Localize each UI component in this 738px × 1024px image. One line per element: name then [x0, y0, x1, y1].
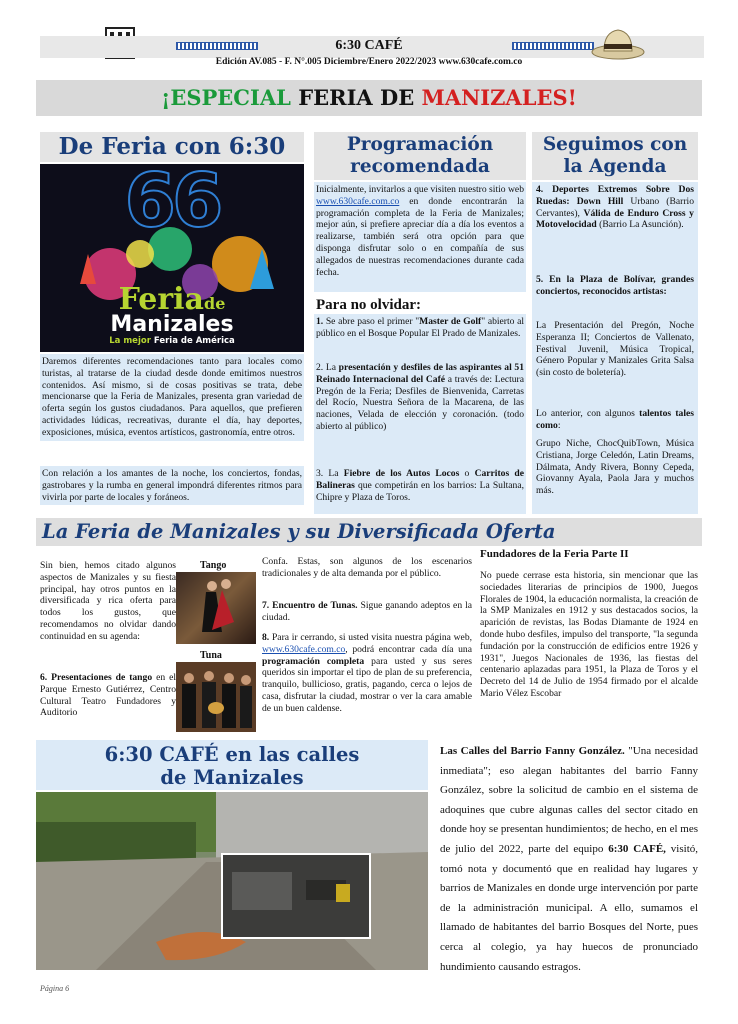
section2-item8	[262, 632, 472, 715]
col3-artists: Grupo Niche, ChocQuibTown, Música Cristiana, Jorge Celedón, Latin Dreams, Dálmata, Andy Rivera, Bonny Cepeda, Giovanny Ayala, Paola Jara y muchos más.	[536, 438, 694, 497]
poster-number: 66	[124, 164, 220, 244]
section2-mid-para: Confa. Estas, son algunos de los escenarios tradicionales y de alta demanda por el público.	[262, 556, 472, 579]
item8-text-a: Para ir cerrando, si usted visita nuestra página web,	[271, 632, 473, 643]
banner-part1: ¡ESPECIAL	[161, 85, 291, 110]
col3-events: La Presentación del Pregón, Noche Esperanza II; Conciertos de Vallenato, Festival Juvenil, Música Tropical, Género Popular y Manizales Grita Salsa (sin costo de boletería).	[536, 320, 694, 379]
section3-heading-text: 6:30 CAFÉ en las calles de Manizales	[104, 743, 360, 789]
col1-heading: De Feria con 6:30	[40, 132, 304, 162]
poster-de: de	[204, 294, 226, 313]
poster-feria: Feria	[118, 282, 204, 317]
poster-tagline-b: Feria de América	[153, 336, 235, 346]
item8-link[interactable]: www.630cafe.com.co	[262, 643, 346, 655]
section3-heading	[36, 740, 428, 790]
poster-manizales: Manizales	[110, 312, 234, 337]
item5-num: 5. En la	[536, 274, 581, 285]
item1-text-b: " abierto al público en el Bosque Popular El Prado de Manizales.	[316, 316, 525, 339]
item6-text: en el Parque Ernesto Gutiérrez, Centro Cultural Teatro Fundadores y Auditorio	[40, 672, 176, 719]
col3-item5	[536, 274, 694, 298]
item3-bold: Fiebre de los Autos Locos	[343, 468, 460, 479]
talents-bold: talentos tales como	[536, 408, 694, 431]
col2-intro-a: Inicialmente, invitarlos a que visiten nuestro sitio web	[316, 184, 524, 195]
banner-part2: FERIA DE	[298, 85, 415, 110]
website-link[interactable]: www.630cafe.com.co	[316, 195, 400, 207]
col2-subheading: Para no olvidar:	[316, 297, 421, 313]
col2-intro-b: en donde encontrarán la programación completa de la Feria de Manizales; mejor aún, si prefiere apreciar día a día los eventos a realizarse, también será otra opción para que disponga disfrutar solo o en compañía de sus allegados de nuestras recomendaciones durante cada fecha.	[316, 195, 524, 278]
section3-bold-b: 6:30 CAFÉ,	[608, 842, 666, 855]
col3-item4	[536, 184, 694, 231]
col2-heading-text: Programación recomendada	[346, 134, 494, 177]
col2-item2	[316, 362, 524, 433]
item3-text-a: La	[328, 468, 344, 479]
item4-bold: 4. Deportes Extremos Sobre Dos Ruedas: Down Hill	[536, 184, 694, 207]
edition-line: Edición AV.085 - F. N°.005 Diciembre/Enero 2022/2023 www.630cafe.com.co	[215, 57, 523, 67]
poster-tagline-a: La mejor	[109, 336, 154, 346]
item1-num: 1.	[316, 316, 326, 327]
talents-text-a: Lo anterior, con algunos	[536, 408, 640, 419]
col3-heading-text: Seguimos con la Agenda	[542, 134, 688, 177]
item3-num: 3.	[316, 468, 329, 479]
founders-heading: Fundadores de la Feria Parte II	[480, 548, 629, 560]
section3-para	[440, 742, 698, 977]
section2-heading: La Feria de Manizales y su Diversificada Oferta	[42, 520, 556, 543]
item1-bold: Master de Golf	[419, 316, 482, 327]
banner-part3: MANIZALES!	[421, 85, 577, 110]
item3-bold2: Carritos de Balineras	[316, 468, 525, 491]
col1-para1: Daremos diferentes recomendaciones tanto para locales como turistas, al tratarse de la ciudad desde donde emitimos nuestros contenidos. Así mismo, si de cosas positivas se trata, debe mencionarse que la Feria de Manizales, presenta gran variedad de oferta según los gustos ciudadanos. Para aquellos, que prefieren actividades lúdicas, recreativas, durante el día, hay deportes, exposiciones, música, eventos artísticos, gastronomía, entre otros.	[40, 354, 304, 441]
section2-item6	[40, 672, 176, 719]
section3-text-a: "Una necesidad inmediata"; eso alegan habitantes del barrio Fanny González, sobre la solicitud de cambio en el sistema de adoquines que cubre algunas calles del sector citado en donde hoy se presentan hundimientos; de hecho, en el mes de julio del 2022, parte del equipo	[440, 745, 698, 855]
talents-text-b: :	[557, 419, 561, 431]
item6-bold: 6. Presentaciones de tango	[40, 672, 153, 683]
street-photo	[36, 792, 428, 970]
item3-text-b: o	[459, 468, 475, 479]
item5-bold: Plaza de Bolívar, grandes conciertos, reconocidos artistas:	[536, 274, 695, 297]
item4-text-a: Urbano (Barrio Cervantes),	[536, 195, 694, 219]
section3-text-b: visitó, tomó nota y documentó que en realidad hay lugares y barrios de Manizales en donde urge intervención por parte de la administración municipal. A ello, sumamos el llamado de habitantes del barrio Bosques del Norte, pues cerca al colegio, ya hay huecos de pronunciado hundimiento causando estragos.	[440, 842, 699, 973]
tango-photo	[176, 572, 256, 644]
col2-item1	[316, 316, 524, 340]
col3-heading	[532, 132, 698, 180]
founders-para: No puede cerrase esta historia, sin mencionar que las sociedades literarias de principios de 1900, Juegos Florales de 1904, la educación normalista, la creación de la SMP Manizales en 1912 y sus destacados socios, la aparición de revistas, las Bodas Diamante de 1924 en donde hubo desfiles, impulso del transporte, "la segunda fundación por la construcción de edificios entre 1926 y 1931", Juegos Nacionales de 1936, las fiestas del centenario aplazadas para 1951, la Plaza de Toros y el Decreto del 14 de Julio de 1954 firmado por el alcalde Mario Vélez Escobar	[480, 570, 698, 699]
item2-num: 2.	[316, 362, 326, 373]
tuna-caption: Tuna	[200, 650, 222, 661]
item2-text-a: La	[325, 362, 339, 373]
tango-caption: Tango	[200, 560, 227, 571]
masthead-title: 6:30 CAFÉ	[335, 38, 403, 53]
item2-bold: presentación y desfiles de las aspirantes al 51 Reinado Internacional del Café	[316, 362, 524, 385]
col2-item3	[316, 468, 524, 503]
item4-bold2: Válida de Enduro Cross y Motovelocidad	[536, 207, 694, 231]
item7-text: Sigue ganando adeptos en la ciudad.	[262, 600, 472, 623]
section2-item7	[262, 600, 472, 624]
section2-left-para: Sin bien, hemos citado algunos aspectos de Manizales y su fiesta principal, hay otros puntos en la diversificada y rica oferta para todos los gustos, que recomendamos no olvidar dando continuidad en su agenda:	[40, 560, 176, 642]
item8-text-b: , podrá encontrar cada día una	[345, 643, 472, 655]
col2-heading	[314, 132, 526, 180]
item8-bold: programación completa	[262, 655, 365, 667]
item7-bold: 7. Encuentro de Tunas.	[262, 600, 358, 611]
col3-talents	[536, 408, 694, 432]
item2-text-b: a través de: Lectura Pregón de la Feria; Desfiles de Bienvenida, Carretas del Rocío, Nuestra Señora de la Macarena, de las naciones, Velada de elección y coronación. (todo abierto al público)	[316, 373, 524, 432]
item1-text-a: Se abre paso el primer "	[325, 316, 420, 327]
section3-bold-a: Las Calles del Barrio Fanny González.	[440, 745, 625, 757]
feria-poster	[40, 164, 304, 352]
page-number: Página 6	[40, 984, 70, 993]
section2-heading-bar	[36, 518, 702, 546]
item3-text-c: que competirán en los barrios: La Sultana, Chipre y Plaza de Toros.	[316, 479, 524, 503]
item4-text-b: (Barrio La Asunción).	[596, 219, 684, 231]
col1-para2: Con relación a los amantes de la noche, los conciertos, fondas, gastrobares y la rumba en general impondrá diferentes ritmos para vivirla por parte de locales y foráneos.	[40, 466, 304, 505]
col2-intro	[316, 184, 524, 278]
tuna-photo	[176, 662, 256, 732]
special-banner	[36, 80, 702, 116]
item8-text-c: para usted y sus seres queridos sin importar el tipo de plan de su preferencia, tranquilo, bullicioso, gratis, pagando, cerca o lejos de casa, disfrutar la ciudad, mostrar o ver la cara amable de un buen caldense.	[262, 655, 472, 714]
item8-num: 8.	[262, 632, 272, 643]
